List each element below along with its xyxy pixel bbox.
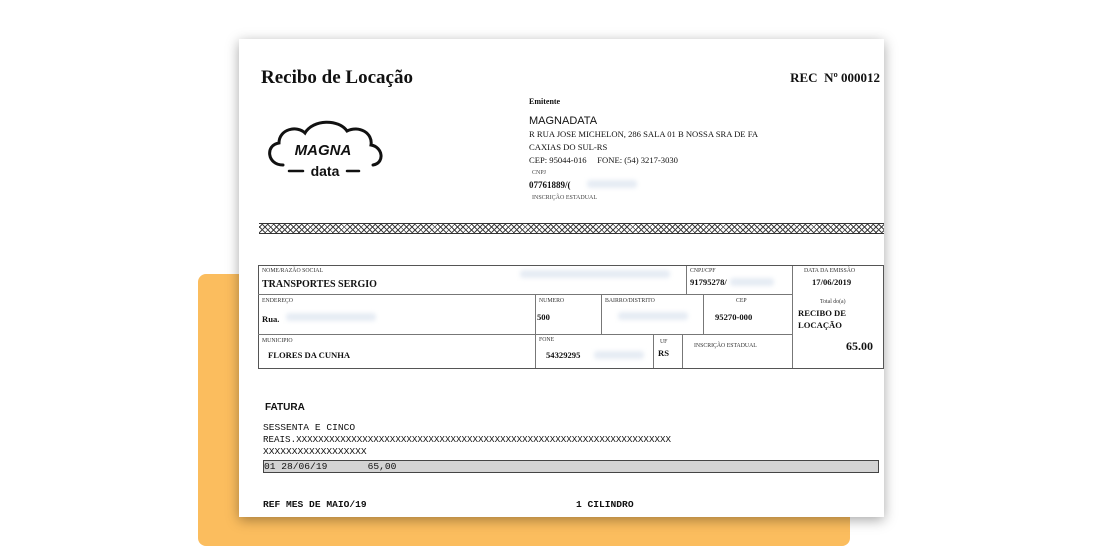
installment-row (263, 460, 879, 473)
total-label: Total do(a) (820, 299, 846, 305)
amount-in-words-line-2: REAIS.XXXXXXXXXXXXXXXXXXXXXXXXXXXXXXXXXXXXXXXXXXXXXXXXXXXXXXXXXXXXXXXXXXXX (263, 434, 671, 445)
district-label: BAIRRO/DISTRITO (605, 298, 655, 304)
emitter-ie-label: INSCRIÇÃO ESTADUAL (532, 195, 598, 201)
amount-in-words-line-3: XXXXXXXXXXXXXXXXXX (263, 446, 367, 457)
number-label: NUMERO (539, 298, 565, 304)
recipient-city: FLORES DA CUNHA (268, 350, 351, 360)
invoice-heading: FATURA (265, 402, 305, 413)
recipient-name: TRANSPORTES SERGIO (262, 279, 377, 290)
issue-date: 17/06/2019 (812, 277, 852, 287)
recipient-cnpj: 91795278/ (690, 277, 727, 287)
recipient-address: Rua. (262, 314, 280, 324)
recipient-cep: 95270-000 (715, 312, 753, 322)
receipt-number (790, 70, 880, 86)
city-label: MUNICIPIO (262, 338, 293, 344)
logo-text-data: data (310, 163, 340, 179)
cnpj-label: CNPJ/CPF (690, 268, 716, 274)
recipient-phone: 54329295 (546, 350, 581, 360)
redaction-blur (520, 270, 670, 278)
uf-label: UF (660, 339, 668, 345)
emitter-label: Emitente (529, 97, 561, 106)
emitter-name: MAGNADATA (529, 115, 598, 127)
recipient-ie-label: INSCRIÇÃO ESTADUAL (694, 343, 757, 349)
total-desc-2: LOCAÇÃO (798, 320, 842, 330)
receipt-number-symbol: Nº (824, 70, 838, 85)
amount-in-words-line-1: SESSENTA E CINCO (263, 422, 356, 433)
name-label: NOME/RAZÃO SOCIAL (262, 268, 324, 274)
recipient-grid (258, 265, 884, 369)
redaction-blur (730, 278, 774, 286)
emitter-cep-phone: CEP: 95044-016 FONE: (54) 3217-3030 (529, 155, 678, 165)
redaction-blur (594, 351, 644, 359)
emitter-city: CAXIAS DO SUL-RS (529, 142, 608, 152)
magnadata-logo (261, 117, 387, 181)
emitter-cnpj-label: CNPJ (532, 170, 547, 176)
installment-text: 01 28/06/19 65,00 (264, 461, 397, 472)
phone-label: FONE (539, 337, 555, 343)
total-desc-1: RECIBO DE (798, 308, 846, 318)
total-amount: 65.00 (846, 339, 873, 353)
redaction-blur (618, 312, 688, 320)
item-description: 1 CILINDRO (576, 499, 634, 510)
receipt-title: Recibo de Locação (261, 67, 413, 88)
hatched-divider (259, 223, 884, 234)
redaction-blur (286, 313, 376, 321)
date-label: DATA DA EMISSÃO (804, 268, 856, 274)
logo-text-magna: MAGNA (294, 142, 352, 159)
emitter-cnpj: 07761889/( (529, 180, 571, 190)
redaction-blur (587, 180, 637, 188)
address-label: ENDEREÇO (262, 298, 293, 304)
recipient-number: 500 (537, 312, 550, 322)
emitter-address: R RUA JOSE MICHELON, 286 SALA 01 B NOSSA SRA DE FA (529, 129, 759, 139)
cep-label: CEP (736, 298, 747, 304)
reference-text: REF MES DE MAIO/19 (263, 499, 367, 510)
receipt-number-label: REC (790, 70, 818, 85)
receipt-number-value: 000012 (841, 70, 880, 85)
receipt-document (239, 39, 884, 517)
recipient-uf: RS (658, 348, 669, 358)
